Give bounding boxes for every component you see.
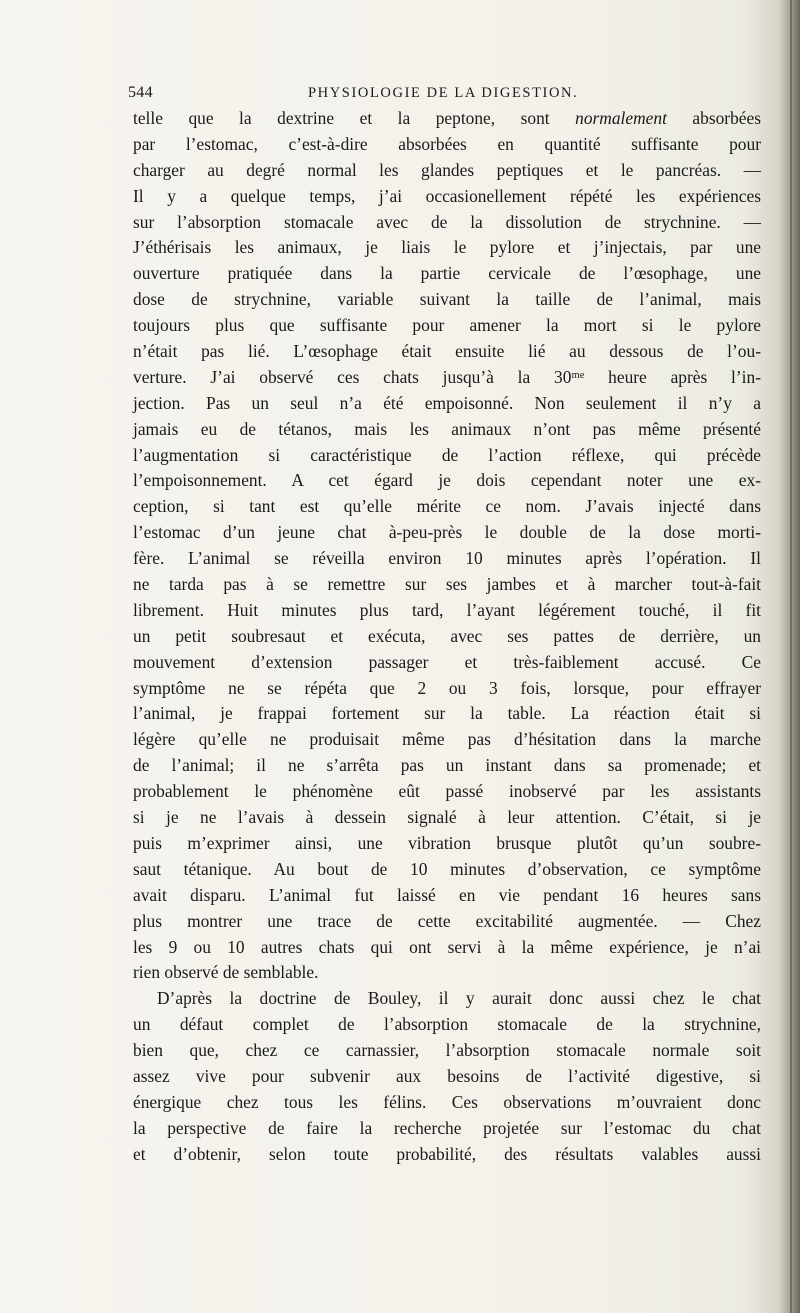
text-line-40: la perspective de faire la recherche projetée sur l’estomac du chat	[133, 1117, 761, 1138]
text-line-5: sur l’absorption stomacale avec de la dissolution de strychnine. —	[133, 211, 761, 232]
text-line-23: symptôme ne se répéta que 2 ou 3 fois, lorsque, pour effrayer	[133, 677, 761, 698]
text-line-16: ception, si tant est qu’elle mérite ce nom. J’avais injecté dans	[133, 496, 761, 517]
text-line-12: jection. Pas un seul n’a été empoisonné. Non seulement il n’y a	[133, 392, 761, 413]
body-text	[133, 106, 761, 1168]
text-line-21: un petit soubresaut et exécuta, avec ses pattes de derrière, un	[133, 625, 761, 646]
text-line-3: charger au degré normal les glandes peptiques et le pancréas. —	[133, 159, 761, 180]
text-line-10: n’était pas lié. L’œsophage était ensuite lié au dessous de l’ou-	[133, 341, 761, 362]
text-line-11: verture. J’ai observé ces chats jusqu’à la 30ᵐᵉ heure après l’in-	[133, 366, 761, 387]
running-head	[128, 84, 768, 108]
text-line-29: puis m’exprimer ainsi, une vibration brusque plutôt qu’un soubre-	[133, 832, 761, 853]
running-head-title: PHYSIOLOGIE DE LA DIGESTION.	[308, 85, 579, 101]
page-edge-shadow	[778, 0, 800, 1313]
page-number: 544	[128, 84, 153, 101]
text-line-4: Il y a quelque temps, j’ai occasionellement répété les expériences	[133, 185, 761, 206]
text-line-39: énergique chez tous les félins. Ces observations m’ouvraient donc	[133, 1091, 761, 1112]
text-line-1	[133, 106, 761, 132]
text-line-6: J’éthérisais les animaux, je liais le pylore et j’injectais, par une	[133, 237, 761, 258]
text-line-33: les 9 ou 10 autres chats qui ont servi à la même expérience, je n’ai	[133, 936, 761, 957]
text-line-22: mouvement d’extension passager et très-faiblement accusé. Ce	[133, 651, 761, 672]
text-line-28: si je ne l’avais à dessein signalé à leur attention. C’était, si je	[133, 807, 761, 828]
text-line-1-start: telle que la dextrine et la peptone, sont	[133, 108, 576, 128]
text-line-31: avait disparu. L’animal fut laissé en vie pendant 16 heures sans	[133, 884, 761, 905]
page-edge-line	[790, 0, 792, 1313]
text-line-18: fère. L’animal se réveilla environ 10 minutes après l’opération. Il	[133, 548, 761, 569]
text-line-35: D’après la doctrine de Bouley, il y aurait donc aussi chez le chat	[157, 988, 761, 1009]
text-line-26: de l’animal; il ne s’arrêta pas un instant dans sa promenade; et	[133, 755, 761, 776]
text-line-19: ne tarda pas à se remettre sur ses jambes et à marcher tout-à-fait	[133, 574, 761, 595]
text-line-8: dose de strychnine, variable suivant la taille de l’animal, mais	[133, 289, 761, 310]
text-line-38: assez vive pour subvenir aux besoins de l’activité digestive, si	[133, 1065, 761, 1086]
text-line-34: rien observé de semblable.	[133, 962, 319, 983]
italic-normalement: normalement	[575, 108, 667, 128]
text-line-24: l’animal, je frappai fortement sur la table. La réaction était si	[133, 703, 761, 724]
text-line-2: par l’estomac, c’est-à-dire absorbées en quantité suffisante pour	[133, 133, 761, 154]
text-line-25: légère qu’elle ne produisait même pas d’hésitation dans la marche	[133, 729, 761, 750]
text-line-15: l’empoisonnement. A cet égard je dois cependant noter une ex-	[133, 470, 761, 491]
text-line-13: jamais eu de tétanos, mais les animaux n’ont pas même présenté	[133, 418, 761, 439]
text-line-32: plus montrer une trace de cette excitabilité augmentée. — Chez	[133, 910, 761, 931]
text-line-9: toujours plus que suffisante pour amener la mort si le pylore	[133, 315, 761, 336]
text-line-37: bien que, chez ce carnassier, l’absorption stomacale normale soit	[133, 1040, 761, 1061]
text-line-20: librement. Huit minutes plus tard, l’ayant légérement touché, il fit	[133, 599, 761, 620]
text-line-17: l’estomac d’un jeune chat à-peu-près le double de la dose morti-	[133, 522, 761, 543]
text-line-30: saut tétanique. Au bout de 10 minutes d’observation, ce symptôme	[133, 858, 761, 879]
text-line-1-end: absorbées	[666, 108, 762, 128]
text-line-36: un défaut complet de l’absorption stomacale de la strychnine,	[133, 1014, 761, 1035]
text-line-7: ouverture pratiquée dans la partie cervicale de l’œsophage, une	[133, 263, 761, 284]
text-line-41: et d’obtenir, selon toute probabilité, des résultats valables aussi	[133, 1143, 761, 1164]
text-line-27: probablement le phénomène eût passé inobservé par les assistants	[133, 781, 761, 802]
text-line-14: l’augmentation si caractéristique de l’action réflexe, qui précède	[133, 444, 761, 465]
